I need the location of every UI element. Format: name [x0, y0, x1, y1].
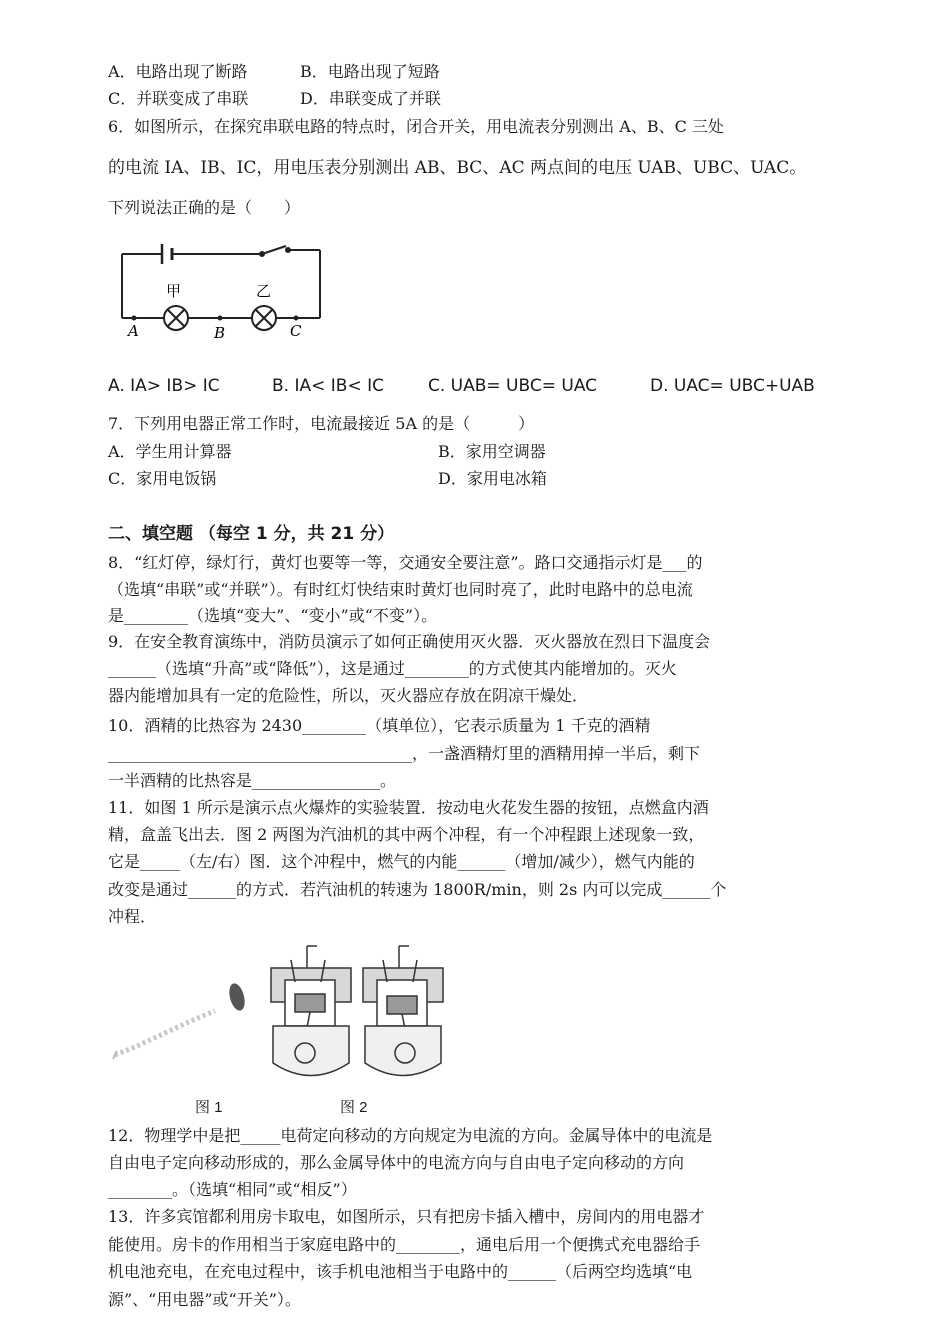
- q10-line: 一半酒精的比热容是________________。: [108, 771, 397, 790]
- ignition-apparatus-figure: [105, 975, 265, 1065]
- q6-stem-line2: 的电流 IA、IB、IC，用电压表分别测出 AB、BC、AC 两点间的电压 UAB、UBC、UAC。: [108, 158, 807, 178]
- q11-line: 11．如图 1 所示是演示点火爆炸的实验装置．按动电火花发生器的按钮，点燃盒内酒: [108, 798, 709, 817]
- q11-line: 改变是通过______的方式．若汽油机的转速为 1800R/min，则 2s 内可以完成______个: [108, 880, 727, 899]
- q11-line: 精，盒盖飞出去．图 2 两图为汽油机的其中两个冲程，有一个冲程跟上述现象一致，: [108, 825, 705, 844]
- q6-stem-line3: 下列说法正确的是（ ）: [108, 198, 301, 217]
- q8-line: 8．“红灯停，绿灯行，黄灯也要等一等，交通安全要注意”。路口交通指示灯是___的: [108, 553, 703, 572]
- q6-option-d: D. UAC= UBC+UAB: [650, 376, 815, 396]
- q7-option-b: B．家用空调器: [438, 442, 546, 461]
- q9-line: 器内能增加具有一定的危险性，所以，灭火器应存放在阴凉干燥处．: [108, 686, 589, 705]
- q7-option-a: A．学生用计算器: [108, 442, 232, 461]
- point-b-label: B: [214, 324, 226, 342]
- q12-line: 12．物理学中是把_____电荷定向移动的方向规定为电流的方向。金属导体中的电流是: [108, 1126, 713, 1145]
- q6-stem-line1: 6．如图所示，在探究串联电路的特点时，闭合开关，用电流表分别测出 A、B、C 三处: [108, 117, 724, 136]
- q6-option-c: C. UAB= UBC= UAC: [428, 376, 598, 396]
- q7-stem: 7．下列用电器正常工作时，电流最接近 5A 的是（ ）: [108, 414, 535, 433]
- q8-line: （选填“串联”或“并联”）。有时红灯快结束时黄灯也同时亮了，此时电路中的总电流: [108, 580, 693, 599]
- q9-line: 9．在安全教育演练中，消防员演示了如何正确使用灭火器．灭火器放在烈日下温度会: [108, 632, 711, 651]
- q6-option-b: B. IA< IB< IC: [272, 376, 384, 396]
- lamp-1-label: 甲: [166, 282, 182, 300]
- section-2-title: 二、填空题 （每空 1 分，共 21 分）: [108, 524, 395, 544]
- q5-option-d: D．串联变成了并联: [300, 89, 441, 108]
- q10-line: 10．酒精的比热容为 2430________（填单位），它表示质量为 1 千克的酒精: [108, 716, 651, 735]
- q11-line: 冲程．: [108, 907, 157, 926]
- q13-line: 源”、“用电器”或“开关”）。: [108, 1290, 301, 1309]
- q5-option-b: B．电路出现了短路: [300, 62, 440, 81]
- q13-line: 能使用。房卡的作用相当于家庭电路中的________，通电后用一个便携式充电器给手: [108, 1235, 701, 1254]
- lamp-2-label: 乙: [256, 282, 272, 300]
- q12-line: ________。（选填“相同”或“相反”）: [108, 1180, 357, 1199]
- point-c-label: C: [290, 322, 302, 340]
- point-a-label: A: [128, 322, 139, 340]
- q12-line: 自由电子定向移动形成的，那么金属导体中的电流方向与自由电子定向移动的方向: [108, 1153, 685, 1172]
- q9-line: ______（选填“升高”或“降低”），这是通过________的方式使其内能增加的。灭火: [108, 659, 677, 678]
- q10-line: ______________________________________，一盏酒精灯里的酒精用掉一半后，剩下: [108, 744, 701, 763]
- engine-strokes-figure: [265, 938, 445, 1088]
- figure-2-caption: 图 2: [340, 1099, 368, 1116]
- q7-option-c: C．家用电饭锅: [108, 469, 217, 488]
- q8-line: 是________（选填“变大”、“变小”或“不变”）。: [108, 606, 438, 625]
- q13-line: 13．许多宾馆都利用房卡取电，如图所示，只有把房卡插入槽中，房间内的用电器才: [108, 1207, 705, 1226]
- q13-line: 机电池充电，在充电过程中，该手机电池相当于电路中的______（后两空均选填“电: [108, 1262, 693, 1281]
- q5-option-a: A．电路出现了断路: [108, 62, 248, 81]
- q7-option-d: D．家用电冰箱: [438, 469, 547, 488]
- figure-1-caption: 图 1: [195, 1099, 223, 1116]
- q6-option-a: A. IA> IB> IC: [108, 376, 220, 396]
- series-circuit-diagram: [110, 236, 330, 346]
- q11-line: 它是_____（左/右）图．这个冲程中，燃气的内能______（增加/减少），燃气内能的: [108, 852, 695, 871]
- q5-option-c: C．并联变成了串联: [108, 89, 249, 108]
